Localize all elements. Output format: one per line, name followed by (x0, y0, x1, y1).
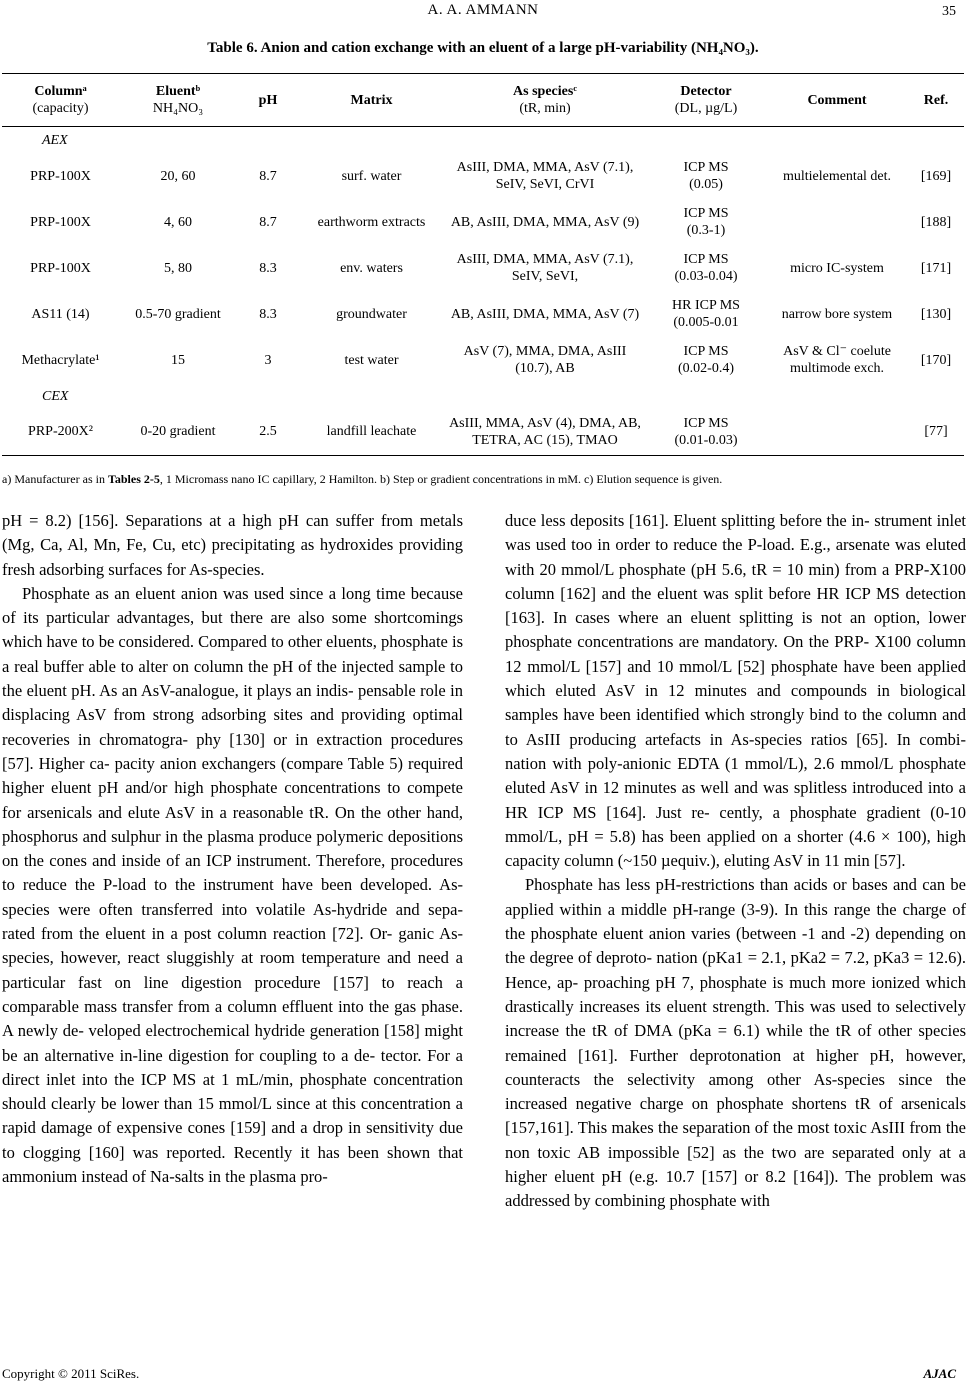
cell-species: AB, AsIII, DMA, MMA, AsV (7) (450, 306, 640, 322)
cell-detector: ICP MS (0.3-1) (683, 206, 729, 238)
cell-comment (766, 199, 908, 245)
column-header: Matrix (350, 92, 393, 108)
cell-ref: [171] (920, 260, 952, 276)
table-caption: Table 6. Anion and cation exchange with an eluent of a large pH-variability (NH₄NO₃). (207, 40, 759, 56)
cell-matrix: groundwater (336, 306, 407, 322)
cell-matrix: surf. water (341, 168, 402, 184)
cell-eluent: 0-20 gradient (140, 424, 216, 440)
group-row-aex (2, 127, 964, 154)
cell-species: AsIII, DMA, MMA, AsV (7.1), SeIV, SeVI, CrVI (456, 160, 634, 192)
cell-eluent: 20, 60 (160, 168, 196, 184)
copyright: Copyright © 2011 SciRes. (2, 1366, 140, 1381)
running-title: A. A. AMMANN (427, 2, 539, 18)
cell-column: PRP-100X (30, 260, 91, 276)
cell-matrix: test water (344, 352, 399, 368)
cell-ref: [188] (920, 214, 952, 230)
cell-eluent: 15 (171, 352, 185, 368)
cell-detector: ICP MS (0.03-0.04) (674, 252, 738, 284)
body-column-right (505, 509, 966, 1214)
cell-ph: 2.5 (259, 424, 277, 440)
table-row (2, 199, 964, 245)
cell-detector: ICP MS (0.02-0.4) (678, 344, 734, 376)
paragraph: duce less deposits [161]. Eluent splitting before the in- strument inlet was used too in order to reduce the P-load. E.g., arsenate was eluted with 20 mmol/L phosphate (pH 5.6, tR = 10 min) from a PRP-X100 column [162] and the eluent was split before HR ICP MS detection [163]. In cases where an eluent splitting is not an option, lower phosphate concentrations are mandatory. On the PRP- X100 column 12 mmol/L [157] and 10 mmol/L [52] phosphate have been applied which eluted AsV in 12 minutes and compounds in biological samples have been identified which strongly bind to the column and to AsIII producing artefacts in As-species ratios [65]. In combi- nation with poly-anionic EDTA (1 mmol/L), 2.6 mmol/L phosphate eluted AsV in 12 minutes as well and was splitless introduced into a HR ICP MS [164]. Just re- cently, a phosphate gradient (0-10 mmol/L, pH = 5.8) has been applied on a shorter (4.6 × 100), high capacity column (~150 µequiv.), eluting AsV in 11 min [57]. (505, 511, 966, 871)
cell-matrix: landfill leachate (326, 424, 417, 440)
cell-column: PRP-100X (30, 168, 91, 184)
column-header: Ref. (923, 92, 949, 108)
column-header: Eluentᵇ NH₄NO₃ (152, 84, 204, 116)
cell-column: PRP-100X (30, 214, 91, 230)
column-header: Detector (DL, µg/L) (674, 84, 738, 116)
cell-ref: [77] (924, 424, 948, 440)
cell-comment: micro IC-system (790, 260, 884, 276)
cell-column: PRP-200X² (28, 424, 93, 440)
cell-species: AsV (7), MMA, DMA, AsIII (10.7), AB (463, 344, 627, 376)
page-number: 35 (942, 4, 956, 19)
cell-ph: 8.3 (259, 260, 277, 276)
cell-eluent: 0.5-70 gradient (135, 306, 221, 322)
table-row (2, 153, 964, 199)
table-footnote: a) Manufacturer as in Tables 2-5, 1 Micromass nano IC capillary, 2 Hamilton. b) Step or gradient concentrations in mM. c) Elution sequence is given. (2, 472, 723, 486)
table-row (2, 245, 964, 291)
cell-detector: ICP MS (0.01-0.03) (674, 415, 738, 448)
cell-detector: HR ICP MS (0.005-0.01 (672, 298, 740, 330)
paragraph: Phosphate as an eluent anion was used since a long time because of its particular advantages, but there are also some shortcomings which have to be considered. Compared to other eluents, phosphate is a real buffer able to alter on column the pH of the injected sample to the eluent pH. As an AsV-analogue, it plays an indis- pensable role in displacing AsV from strong adsorbing sites and providing optimal recoveries in chromatogra- phy [130] or in extraction procedures [57]. Higher ca- pacity anion exchangers (compare Table 5) required higher eluent pH and/or high phosphate concentrations to compete for arsenicals and elute AsV in a reasonable tR. On the other hand, phosphorus and sulphur in the plasma produce polymeric depositions on the cones and inside of an ICP instrument. Therefore, procedures to reduce the P-load to the instrument have been developed. As-species were often transferred into volatile As-hydride and sepa- rated from the eluent in a post column reaction [72]. Or- ganic As-species, however, react sluggishly at room temperature and need a particular fast on line digestion procedure [157] to reach a comparable mass transfer from a column effluent into the gas phase. A newly de- veloped electrochemical hydride generation [158] might be an alternative in-line digestion for coupling to a de- tector. For a direct inlet into the ICP MS at 1 mL/min, phosphate concentration should clearly be lower than 15 mmol/L since at this concentration a rapid damage of expensive cones [159] and a drop in sensitivity due to clogging [160] was reported. Recently it has been shown that ammonium instead of Na-salts in the plasma pro- (2, 583, 463, 1187)
cell-ph: 8.3 (259, 306, 277, 322)
cell-comment: AsV & Cl⁻ coelute multimode exch. (783, 344, 891, 376)
data-table (2, 73, 964, 456)
column-header: pH (258, 92, 278, 108)
cell-ph: 8.7 (259, 168, 277, 184)
cell-species: AB, AsIII, DMA, MMA, AsV (9) (450, 214, 640, 230)
group-row-cex (2, 383, 964, 409)
cell-species: AsIII, DMA, MMA, AsV (7.1), SeIV, SeVI, (456, 252, 634, 284)
cell-matrix: env. waters (340, 260, 403, 276)
cell-ph: 8.7 (259, 214, 277, 230)
column-header: As speciesᶜ (tR, min) (513, 84, 577, 116)
table-row (2, 409, 964, 455)
cell-eluent: 4, 60 (164, 214, 192, 230)
cell-column: Methacrylate¹ (21, 352, 100, 368)
cell-comment (766, 409, 908, 455)
body-column-left (2, 509, 463, 1189)
cell-matrix: earthworm extracts (317, 214, 426, 230)
table-header-row (2, 74, 964, 127)
cell-ref: [169] (920, 168, 952, 184)
cell-column: AS11 (14) (31, 306, 90, 322)
column-header: Comment (807, 92, 867, 108)
cell-ref: [130] (920, 306, 952, 322)
cell-detector: ICP MS (0.05) (683, 160, 729, 192)
table-row (2, 291, 964, 337)
group-label: CEX (42, 388, 69, 404)
cell-comment: multielemental det. (782, 168, 892, 184)
table-row (2, 337, 964, 383)
group-label: AEX (42, 132, 68, 148)
paragraph: Phosphate has less pH-restrictions than acids or bases and can be applied within a middle pH-range (3-9). In this range the charge of the phosphate eluent anion varies (between -1 and -2) depending on the degree of deproto- nation (pKa1 = 2.1, pKa2 = 7.2, pKa3 = 12.6). Hence, ap- proaching pH 7, phosphate is much more ionized which drastically increases its eluent strength. This was used to selectively increase the tR of DMA (pKa = 6.1) while the tR of other species remained [161]. Further deprotonation at higher pH, however, counteracts the selectivity among other As-species since the increased negative charge on phosphate shortens tR of arsenicals [157,161]. This makes the separation of the most toxic AsIII from the non toxic AB impossible [52] as the two are separated only at a higher eluent pH (e.g. 10.7 [157] or 8.2 [164]). The problem was addressed by combining phosphate with (505, 875, 966, 1211)
cell-species: AsIII, MMA, AsV (4), DMA, AB, TETRA, AC (15), TMAO (449, 415, 641, 448)
column-header: Columnᵃ (capacity) (32, 84, 89, 116)
cell-ph: 3 (264, 352, 272, 368)
cell-ref: [170] (920, 352, 952, 368)
cell-comment: narrow bore system (781, 306, 893, 322)
journal-name: AJAC (923, 1366, 956, 1381)
paragraph: pH = 8.2) [156]. Separations at a high pH can suffer from metals (Mg, Ca, Al, Mn, Fe, Cu, etc) precipitating as hydroxides providing fresh adsorbing surfaces for As-species. (2, 511, 463, 579)
cell-eluent: 5, 80 (164, 260, 192, 276)
